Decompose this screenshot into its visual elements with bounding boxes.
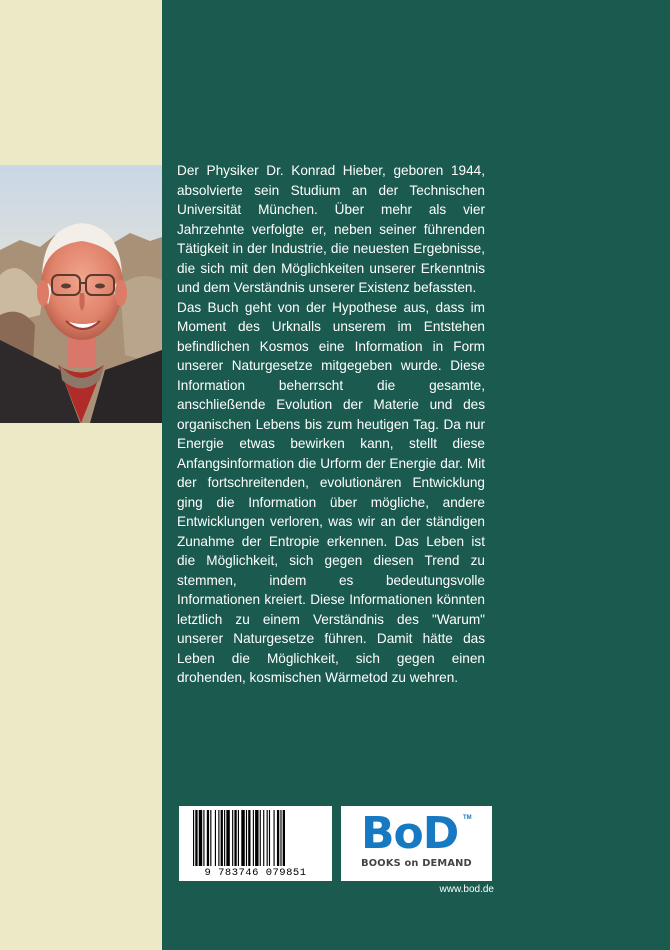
barcode-bar <box>280 810 281 866</box>
barcode-bar <box>263 810 264 866</box>
cream-side-strip <box>0 0 162 950</box>
isbn-number: 9 783746 079851 <box>204 867 307 879</box>
barcode-bar <box>210 810 211 866</box>
barcode-bar <box>255 810 258 866</box>
publisher-logo <box>341 806 492 881</box>
barcode-bar <box>246 810 247 866</box>
author-photo <box>0 165 162 423</box>
barcode-bar <box>224 810 225 866</box>
barcode-bar <box>248 810 250 866</box>
barcode-bar <box>195 810 197 866</box>
barcode-bar <box>234 810 236 866</box>
barcode-bar <box>215 810 216 866</box>
barcode-bar <box>260 810 261 866</box>
barcode-bar <box>221 810 223 866</box>
author-and-book-blurb <box>177 161 485 688</box>
barcode-bar <box>218 810 219 866</box>
bod-logo-text: BoD <box>361 808 459 859</box>
barcode-bar <box>207 810 209 866</box>
barcode-bar <box>253 810 254 866</box>
author-bio-paragraph: Der Physiker Dr. Konrad Hieber, geboren 1944, absolvierte sein Studium an der Technischen Universität München. Über mehr als vier Jahrzehnte verfolgte er, neben seiner führenden Tätigkeit in der Industrie, die neuesten Ergebnisse, die sich mit den Möglichkeiten unserer Erkenntnis und dem Verständnis unserer Existenz befassten. <box>177 163 485 295</box>
barcode-bar <box>232 810 233 866</box>
barcode-bar <box>199 810 202 866</box>
barcode-bar <box>277 810 279 866</box>
barcode-bar <box>267 810 268 866</box>
book-description-paragraph: Das Buch geht von der Hypothese aus, dass im Moment des Urknalls unserem im Entstehen befindlichen Kosmos eine Information in Form unserer Naturgesetze mitgegeben wurde. Diese Information beherrscht die gesamte, anschließende Evolution der Materie und des organischen Lebens bis zum heutigen Tag. Da nur Energie etwas bewirken kann, stellt diese Anfangsinformation die Urform der Energie dar. Mit der fortschreitenden, evolutionären Entwicklung ging die Information über mögliche, andere Entwicklungen verloren, was wir an der ständigen Zunahme der Entropie erkennen. Das Leben ist die Möglichkeit, sich gegen diesen Trend zu stemmen, indem es bedeutungsvolle Informationen kreiert. Diese Informationen könnten letztlich zu einem Verständnis des "Warum" unserer Naturgesetze führen. Damit hätte das Leben die Möglichkeit, sich gegen einen drohenden, kosmischen Wärmetod zu wehren. <box>177 299 485 685</box>
publisher-tagline: BOOKS on DEMAND <box>361 858 472 869</box>
isbn-barcode <box>179 806 332 881</box>
barcode-bar <box>203 810 204 866</box>
barcode-bar <box>241 810 244 866</box>
publisher-url: www.bod.de <box>439 884 494 895</box>
barcode-bar <box>226 810 229 866</box>
trademark-mark: TM <box>463 815 472 821</box>
barcode-bar <box>269 810 270 866</box>
barcode-bar <box>283 810 285 866</box>
barcode-bars <box>179 806 332 868</box>
barcode-bar <box>193 810 194 866</box>
barcode-bar <box>274 810 275 866</box>
barcode-bar <box>238 810 239 866</box>
